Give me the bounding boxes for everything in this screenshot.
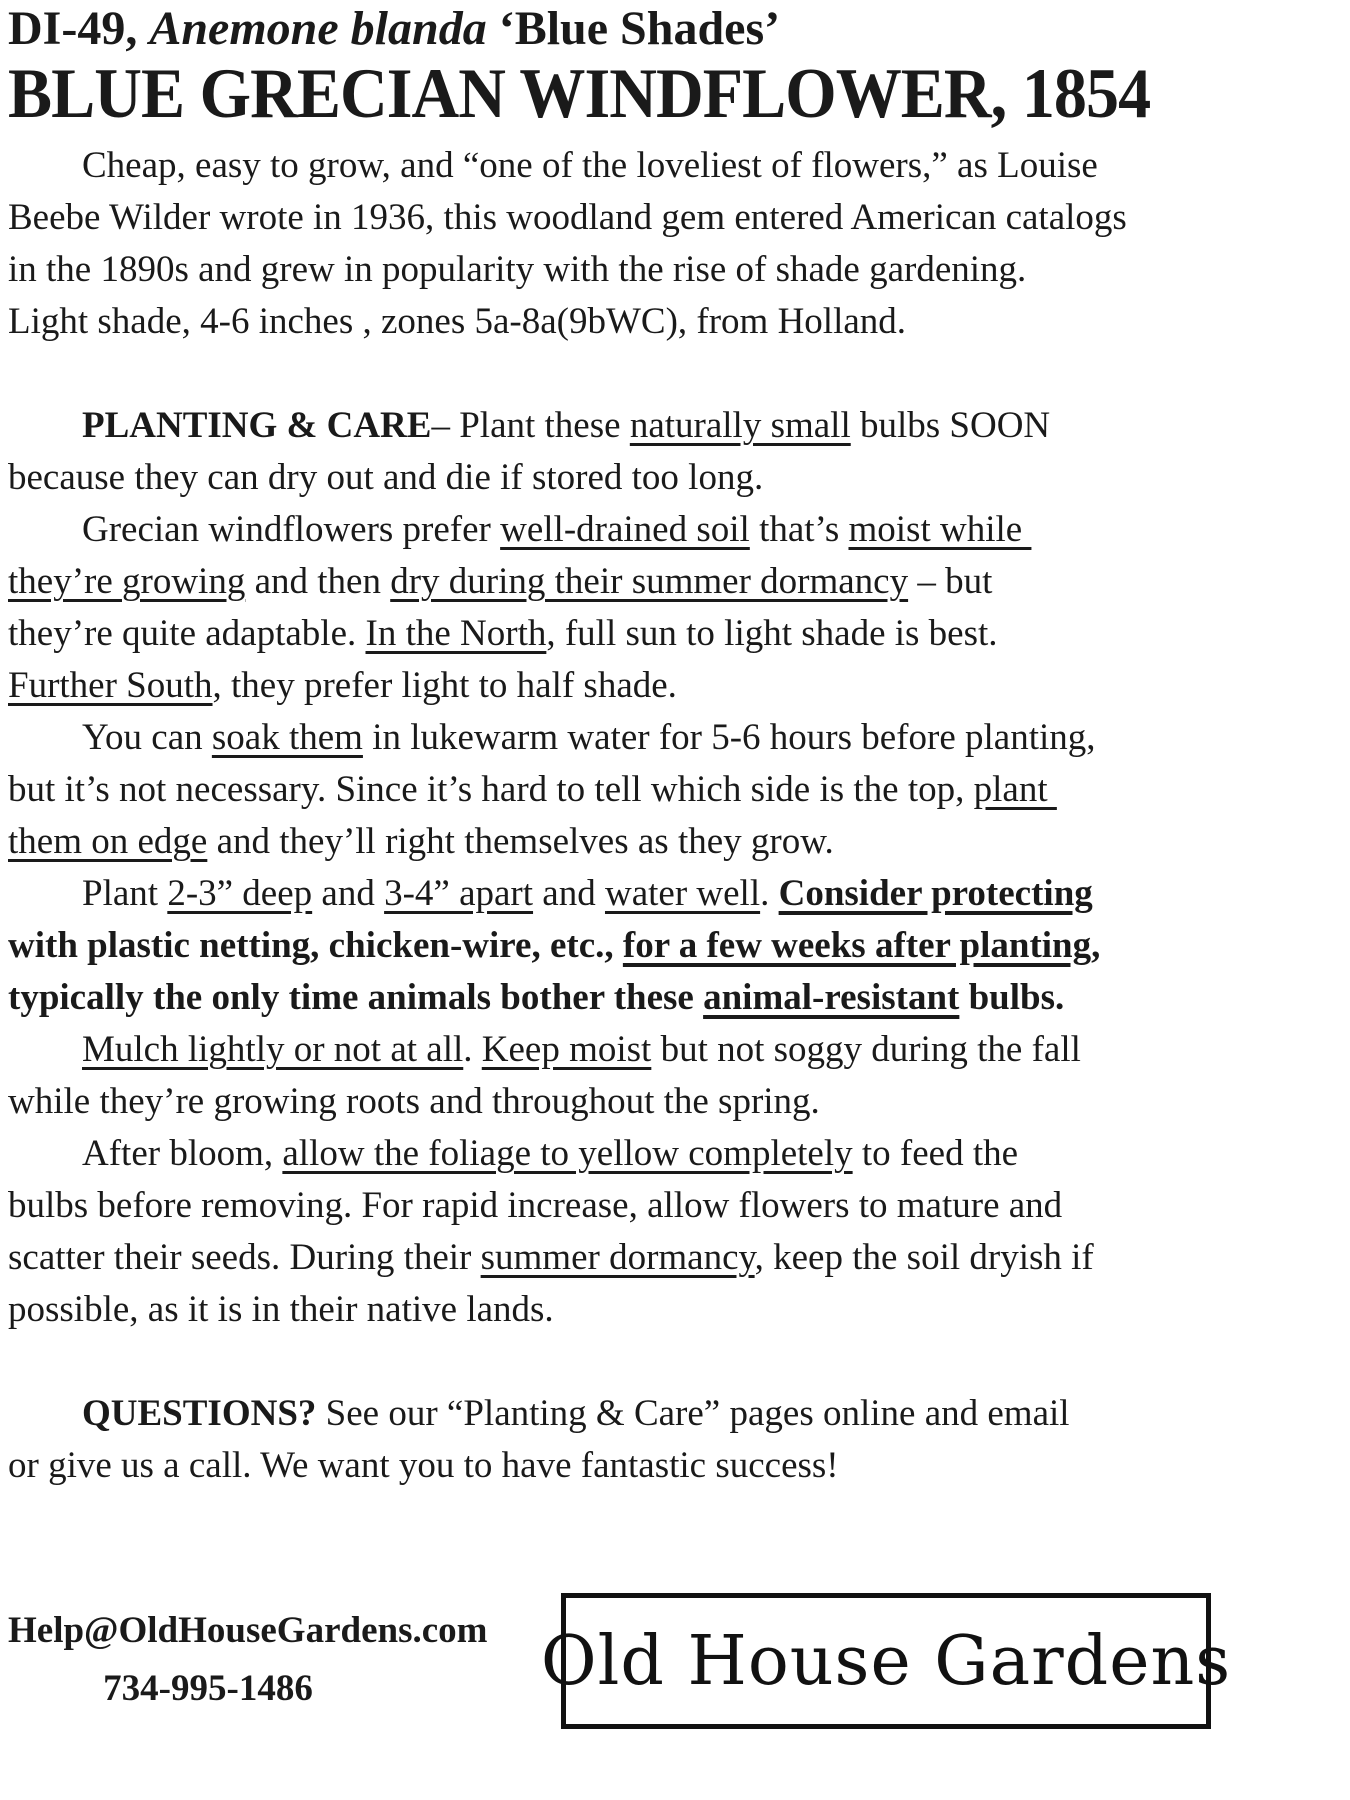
text-line — [8, 452, 1338, 504]
paragraph — [8, 400, 1338, 504]
text-run: 3-4” apart — [384, 873, 534, 914]
text-run: possible, as it is in their native lands. — [8, 1289, 554, 1330]
text-run: that’s — [749, 509, 849, 550]
text-run: or give us a call. We want you to have fantastic success! — [8, 1445, 839, 1486]
text-run: scatter their seeds. During their — [8, 1237, 481, 1278]
text-line — [8, 868, 1338, 920]
text-run: and — [533, 873, 605, 914]
text-line — [8, 140, 1338, 192]
text-line — [8, 1440, 1338, 1492]
text-run: bulbs. — [959, 977, 1065, 1018]
text-line — [8, 192, 1338, 244]
text-run: 2-3” deep — [167, 873, 313, 914]
text-run: plant — [973, 769, 1057, 810]
text-run: DI-49, — [8, 2, 150, 55]
text-run: them on edge — [8, 821, 208, 862]
text-run: . — [463, 1029, 482, 1070]
text-run: , — [1091, 925, 1101, 966]
text-run: summer dormancy — [480, 1237, 755, 1278]
page-title: BLUE GRECIAN WINDFLOWER, 1854 — [8, 55, 1151, 133]
text-run: because they can dry out and die if stored too long. — [8, 457, 764, 498]
text-run: PLANTING & CARE — [82, 405, 432, 446]
text-run: and then — [245, 561, 391, 602]
text-run: moist while — [848, 509, 1032, 550]
text-run: dry during their summer dormancy — [390, 561, 909, 602]
text-run: but it’s not necessary. Since it’s hard to tell which side is the top, — [8, 769, 974, 810]
text-run: bulbs before removing. For rapid increase, allow flowers to mature and — [8, 1185, 1063, 1226]
text-run: Plant — [82, 873, 168, 914]
text-run: while they’re growing roots and throughout the spring. — [8, 1081, 820, 1122]
paragraph-spacer — [8, 348, 1338, 400]
text-run: for a few weeks after planting — [622, 925, 1092, 966]
text-run: water well — [604, 873, 761, 914]
text-run: Mulch lightly or not at all — [82, 1029, 464, 1070]
text-run: typically the only time animals bother these — [8, 977, 704, 1018]
text-line — [8, 1284, 1338, 1336]
paragraph — [8, 1128, 1338, 1336]
logo-box — [540, 1593, 1232, 1729]
text-run: You can — [82, 717, 212, 758]
logo-text: Old House Gardens — [540, 1621, 1232, 1701]
text-line — [8, 608, 1338, 660]
text-line — [8, 920, 1338, 972]
paragraph — [8, 1388, 1338, 1492]
text-line — [8, 1232, 1338, 1284]
paragraph — [8, 504, 1338, 712]
text-run: Keep moist — [481, 1029, 652, 1070]
contact-block — [8, 1602, 488, 1718]
text-run: bulbs SOON — [850, 405, 1051, 446]
paragraph — [8, 868, 1338, 1024]
text-line — [8, 972, 1338, 1024]
text-line — [8, 764, 1338, 816]
text-line — [8, 244, 1338, 296]
text-line — [8, 504, 1338, 556]
text-run: animal-resistant — [703, 977, 960, 1018]
text-run: See our “Planting & Care” pages online and email — [316, 1393, 1070, 1434]
text-line — [8, 1128, 1338, 1180]
contact-email: Help@OldHouseGardens.com — [8, 1610, 488, 1651]
text-line — [8, 1076, 1338, 1128]
text-run: QUESTIONS? — [82, 1393, 317, 1434]
text-line — [8, 556, 1338, 608]
text-run: – but — [908, 561, 993, 602]
text-line — [8, 400, 1338, 452]
paragraph — [8, 1024, 1338, 1128]
text-line — [8, 296, 1338, 348]
text-run: with plastic netting, chicken-wire, etc., — [8, 925, 623, 966]
text-run: Further South — [8, 665, 213, 706]
text-run: and they’ll right themselves as they grow. — [207, 821, 834, 862]
text-run: In the North — [365, 613, 547, 654]
contact-phone: 734-995-1486 — [103, 1668, 313, 1709]
text-run: After bloom, — [82, 1133, 283, 1174]
text-run: they’re quite adaptable. — [8, 613, 366, 654]
text-line — [8, 660, 1338, 712]
text-run: naturally small — [629, 405, 851, 446]
text-run: , they prefer light to half shade. — [212, 665, 677, 706]
text-run: Grecian windflowers prefer — [82, 509, 501, 550]
text-run: allow the foliage to yellow completely — [282, 1133, 853, 1174]
text-run: Beebe Wilder wrote in 1936, this woodland gem entered American catalogs — [8, 197, 1127, 238]
text-run: well-drained soil — [500, 509, 750, 550]
text-run: soak them — [211, 717, 363, 758]
text-run: Anemone blanda — [149, 2, 487, 55]
paragraph — [8, 712, 1338, 868]
text-line — [8, 712, 1338, 764]
paragraph — [8, 140, 1338, 348]
text-run: – Plant these — [431, 405, 630, 446]
text-run: Cheap, easy to grow, and “one of the loveliest of flowers,” as Louise — [82, 145, 1098, 186]
text-run: . — [760, 873, 779, 914]
text-run: to feed the — [852, 1133, 1019, 1174]
text-run: and — [312, 873, 385, 914]
text-run: but not soggy during the fall — [651, 1029, 1081, 1070]
text-run: they’re growing — [8, 561, 246, 602]
text-run: , full sun to light shade is best. — [546, 613, 998, 654]
text-line — [8, 1388, 1338, 1440]
text-line — [8, 1024, 1338, 1076]
text-run: , keep the soil dryish if — [754, 1237, 1094, 1278]
paragraph-spacer — [8, 1336, 1338, 1388]
text-run: in lukewarm water for 5-6 hours before planting, — [362, 717, 1096, 758]
product-code-line — [8, 4, 780, 54]
text-line — [8, 816, 1338, 868]
text-run: Light shade, 4-6 inches , zones 5a-8a(9bWC), from Holland. — [8, 301, 907, 342]
text-line — [8, 1180, 1338, 1232]
text-run: in the 1890s and grew in popularity with the rise of shade gardening. — [8, 249, 1027, 290]
text-run: ‘Blue Shades’ — [486, 2, 781, 55]
document-body — [8, 140, 1338, 1492]
text-run: Consider protecting — [778, 873, 1093, 914]
